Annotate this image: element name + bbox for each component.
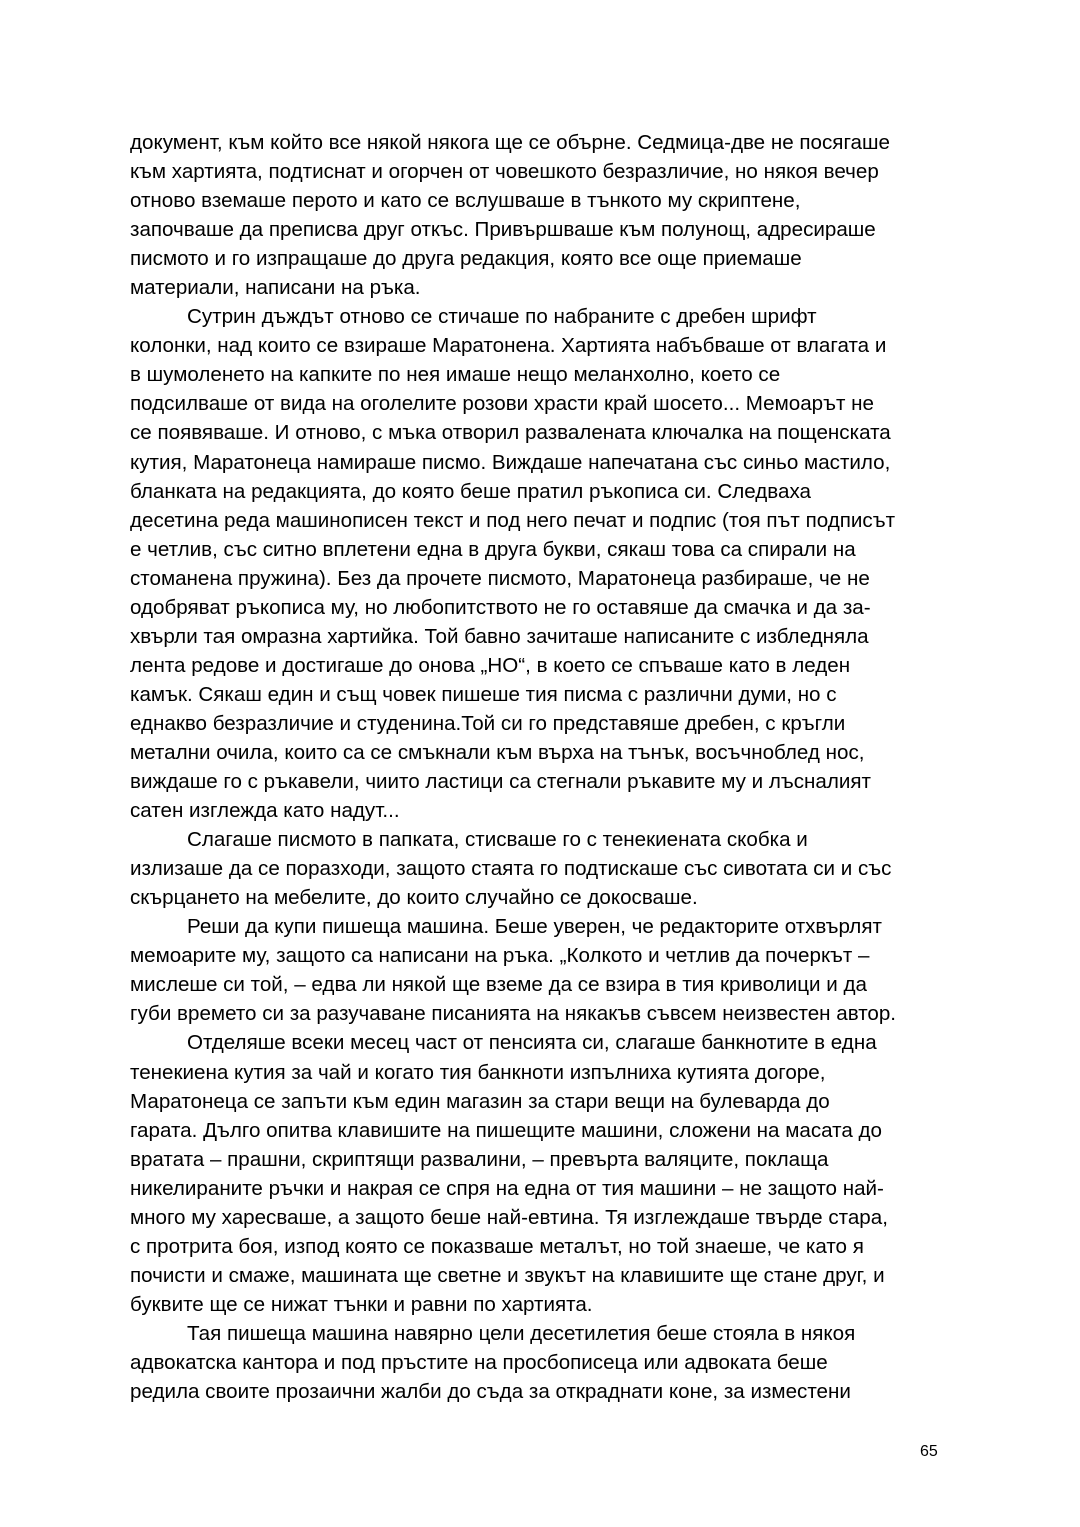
- paragraph-first-line: Сутрин дъждът отново се стичаше по набраните с дребен шрифт: [187, 305, 817, 329]
- text-line: отново вземаше перото и като се вслушваше в тънкото му скриптене,: [130, 189, 801, 213]
- text-line: метални очила, които са се смъкнали към върха на тънък, восъчноблед нос,: [130, 740, 865, 764]
- text-line: мислеше си той, – едва ли някой ще вземе да се взира в тия криволици и да: [130, 973, 867, 997]
- paragraph-first-line: Реши да купи пишеща машина. Беше уверен, че редакторите отхвърлят: [187, 915, 882, 939]
- text-line: виждаше го с ръкавели, чиито ластици са стегнали ръкавите му и лъсналият: [130, 770, 871, 794]
- text-line: започваше да преписва друг откъс. Привършваше към полунощ, адресираше: [130, 218, 876, 242]
- text-line: документ, към който все някой някога ще се обърне. Седмица-две не посягаше: [130, 131, 890, 154]
- text-line: одобряват ръкописа му, но любопитството не го оставяше да смачка и да за-: [130, 595, 871, 619]
- text-line: десетина реда машинописен текст и под него печат и подпис (тоя път подписът: [130, 508, 896, 532]
- text-line: вратата – прашни, скриптящи развалини, – превърта валяците, поклаща: [130, 1147, 829, 1171]
- text-line: кутия, Маратонеца намираше писмо. Виждаше напечатана със синьо мастило,: [130, 450, 891, 474]
- text-line: буквите ще се нижат тънки и равни по хартията.: [130, 1292, 593, 1316]
- paragraph-first-line: Слагаше писмото в папката, стисваше го с тенекиената скобка и: [187, 828, 808, 852]
- text-line: никелираните ръчки и накрая се спря на една от тия машини – не защото най-: [130, 1176, 884, 1200]
- text-line: губи времето си за разучаване писанията на някакъв съвсем неизвестен автор.: [130, 1002, 897, 1026]
- text-line: много му харесваше, а защото беше най-евтина. Тя изглеждаше твърде стара,: [130, 1205, 888, 1229]
- text-line: редила своите прозаични жалби до съда за откраднати коне, за изместени: [130, 1380, 851, 1404]
- text-line: подсилваше от вида на оголелите розови храсти край шосето... Мемоарът не: [130, 392, 874, 416]
- text-line: почисти и смаже, машината ще светне и звукът на клавишите ще стане друг, и: [130, 1263, 885, 1287]
- text-line: писмото и го изпращаше до друга редакция, която все още приемаше: [130, 247, 802, 271]
- page-number: 65: [920, 1443, 938, 1460]
- text-line: лента редове и достигаше до онова „НО“, в което се спъваше като в леден: [130, 653, 851, 677]
- text-line: към хартията, подтиснат и огорчен от човешкото безразличие, но някоя вечер: [130, 160, 879, 184]
- text-line: излизаше да се поразходи, защото стаята го подтискаше със сивотата си и със: [130, 857, 892, 881]
- text-line: колонки, над които се взираше Маратонена. Хартията набъбваше от влагата и: [130, 334, 887, 358]
- text-line: тенекиена кутия за чай и когато тия банкноти изпълниха кутията догоре,: [130, 1060, 826, 1084]
- text-line: е четлив, със ситно вплетени една в друга букви, сякаш това са спирали на: [130, 537, 856, 561]
- text-line: еднакво безразличие и студенина.Той си го представяше дребен, с кръгли: [130, 711, 846, 735]
- text-line: мемоарите му, защото са написани на ръка. „Колкото и четлив да почеркът –: [130, 944, 870, 968]
- text-line: сатен изглежда като надут...: [130, 799, 400, 823]
- text-line: материали, написани на ръка.: [130, 276, 421, 300]
- text-line: гарата. Дълго опитва клавишите на пишещите машини, сложени на масата до: [130, 1118, 882, 1142]
- text-line: с протрита боя, изпод която се показваше металът, но той знаеше, че като я: [130, 1234, 864, 1258]
- text-line: камък. Сякаш един и същ човек пишеше тия писма с различни думи, но с: [130, 682, 837, 706]
- text-line: адвокатска кантора и под пръстите на просбописеца или адвоката беше: [130, 1350, 828, 1374]
- body-text: [130, 128, 952, 1406]
- text-line: се появяваше. И отново, с мъка отворил развалената ключалка на пощенската: [130, 421, 891, 445]
- paragraph-first-line: Тая пишеща машина навярно цели десетилетия беше стояла в някоя: [187, 1321, 856, 1345]
- text-line: Маратонеца се запъти към един магазин за стари вещи на булеварда до: [130, 1089, 830, 1113]
- text-line: скърцането на мебелите, до които случайно се докосваше.: [130, 886, 698, 910]
- text-line: стоманена пружина). Без да прочете писмото, Маратонеца разбираше, че не: [130, 566, 870, 590]
- text-line: бланката на редакцията, до която беше пратил ръкописа си. Следваха: [130, 479, 811, 503]
- paragraph-first-line: Отделяше всеки месец част от пенсията си, слагаше банкнотите в една: [187, 1031, 877, 1055]
- text-line: хвърли тая омразна хартийка. Той бавно зачиташе написаните с избледняла: [130, 624, 869, 648]
- text-line: в шумоленето на капките по нея имаше нещо меланхолно, което се: [130, 363, 781, 387]
